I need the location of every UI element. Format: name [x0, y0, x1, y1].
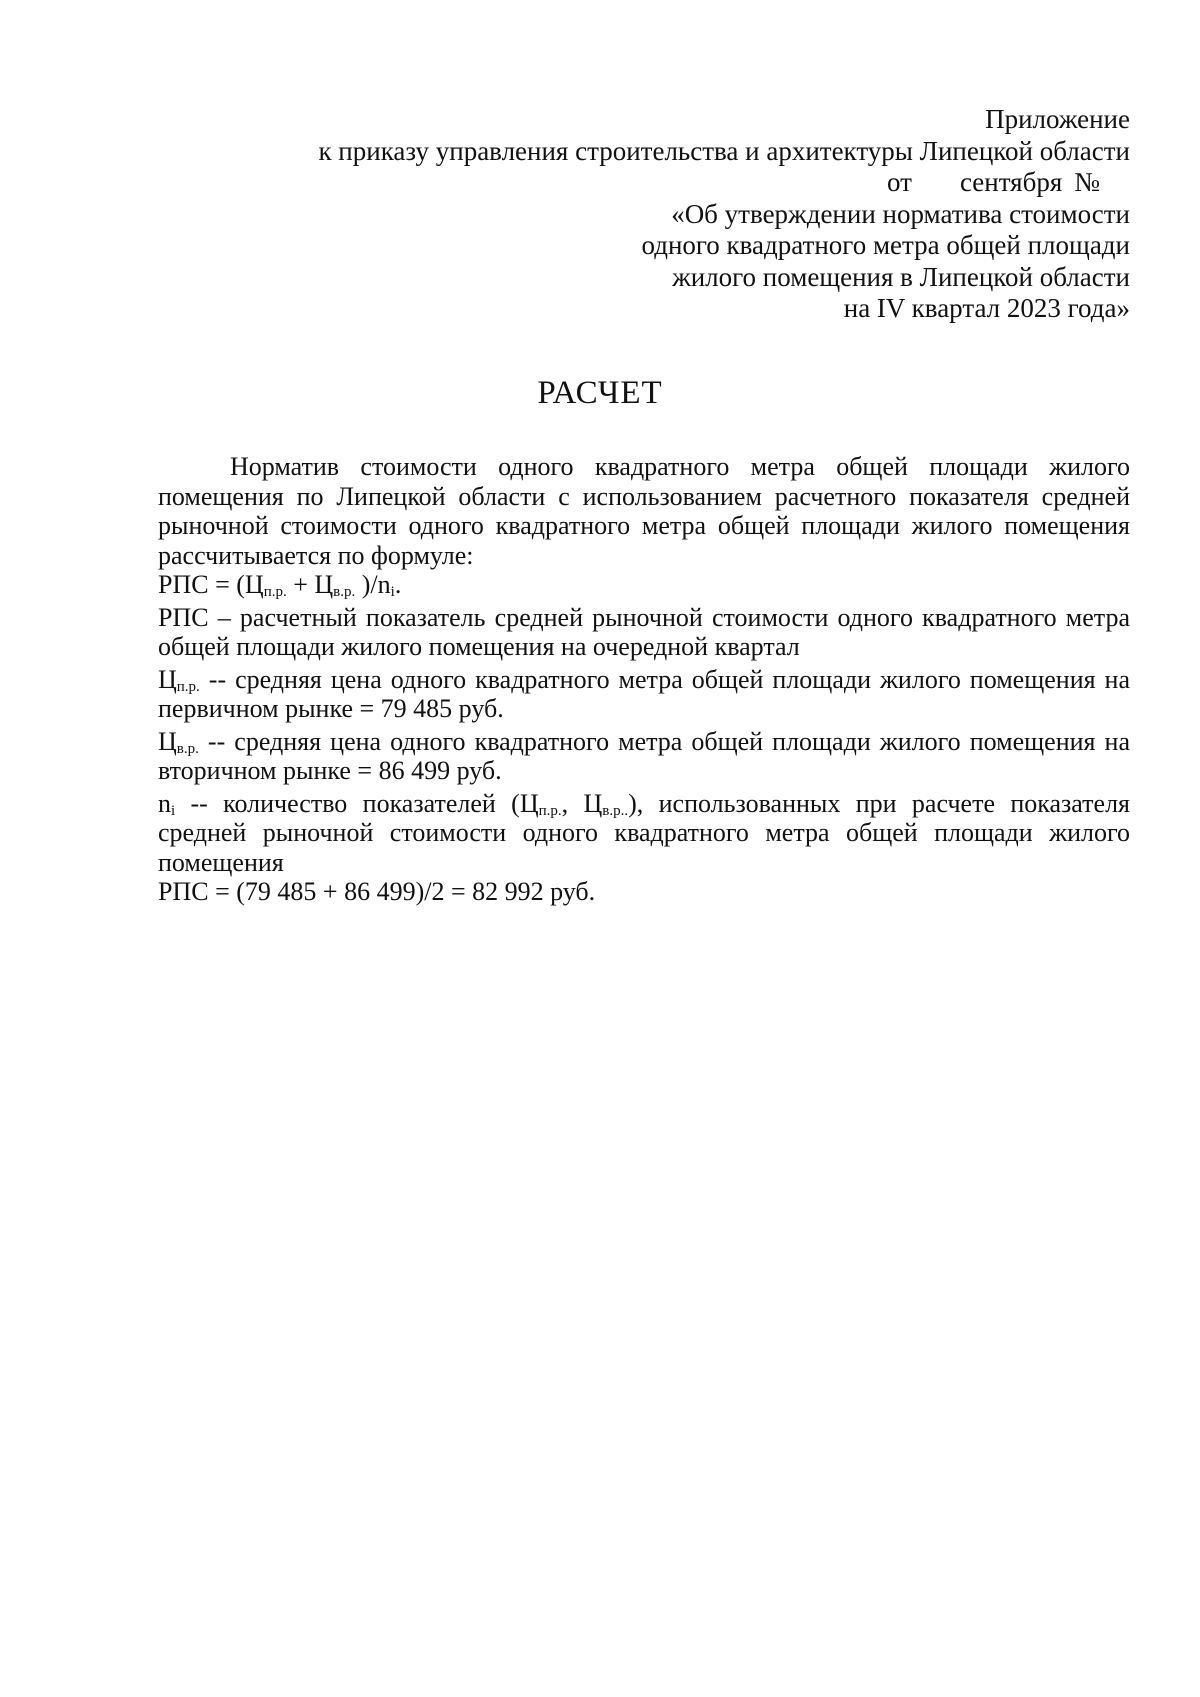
- order-title-line-4: на IV квартал 2023 года»: [843, 293, 1130, 323]
- appendix-header: [230, 104, 1130, 325]
- appendix-label: Приложение: [985, 104, 1130, 134]
- order-date-line: [230, 167, 1130, 199]
- document-title: РАСЧЕТ: [537, 375, 663, 411]
- order-title-line-1: «Об утверждении норматива стоимости: [671, 198, 1130, 229]
- order-title-line-3: жилого помещения в Липецкой области: [672, 261, 1130, 292]
- definition-indicator-count: $n_i$ -- количество показателей ($Ц_{п.р.}$, $Ц_{в.р..}$), использованных при расчете показателя средней рыночной стоимости одного квадратного метра общей площади жилого помещения: [158, 788, 1130, 877]
- order-title-line-2: одного квадратного метра общей площади: [641, 230, 1130, 260]
- number-sign: №: [1074, 167, 1100, 197]
- document-body: [158, 452, 1130, 907]
- definition-rps: РПС – расчетный показатель средней рыночной стоимости одного квадратного метра общей площади жилого помещения на очередной квартал: [158, 602, 1130, 661]
- date-month: сентября: [959, 167, 1063, 197]
- calculation-result: РПС = (79 485 + 86 499)/2 = 82 992 руб.: [158, 877, 596, 906]
- formula-line: РПС = ($Ц_{п.р.} + Ц_{в.р.}$ )$/n_i$.: [158, 570, 402, 600]
- order-reference: к приказу управления строительства и архитектуры Липецкой области: [318, 135, 1130, 166]
- intro-paragraph: Норматив стоимости одного квадратного метра общей площади жилого помещения по Липецкой области с использованием расчетного показателя средней рыночной стоимости одного квадратного метра общей площади жилого помещения рассчитывается по формуле:: [158, 452, 1130, 570]
- definition-primary-price: $Ц_{п.р.}$ -- средняя цена одного квадратного метра общей площади жилого помещения на первичном рынке = 79 485 руб.: [158, 664, 1130, 723]
- definition-secondary-price: $Ц_{в.р.}$ -- средняя цена одного квадратного метра общей площади жилого помещения на вторичном рынке = 86 499 руб.: [158, 726, 1130, 785]
- date-from-label: от: [887, 167, 912, 197]
